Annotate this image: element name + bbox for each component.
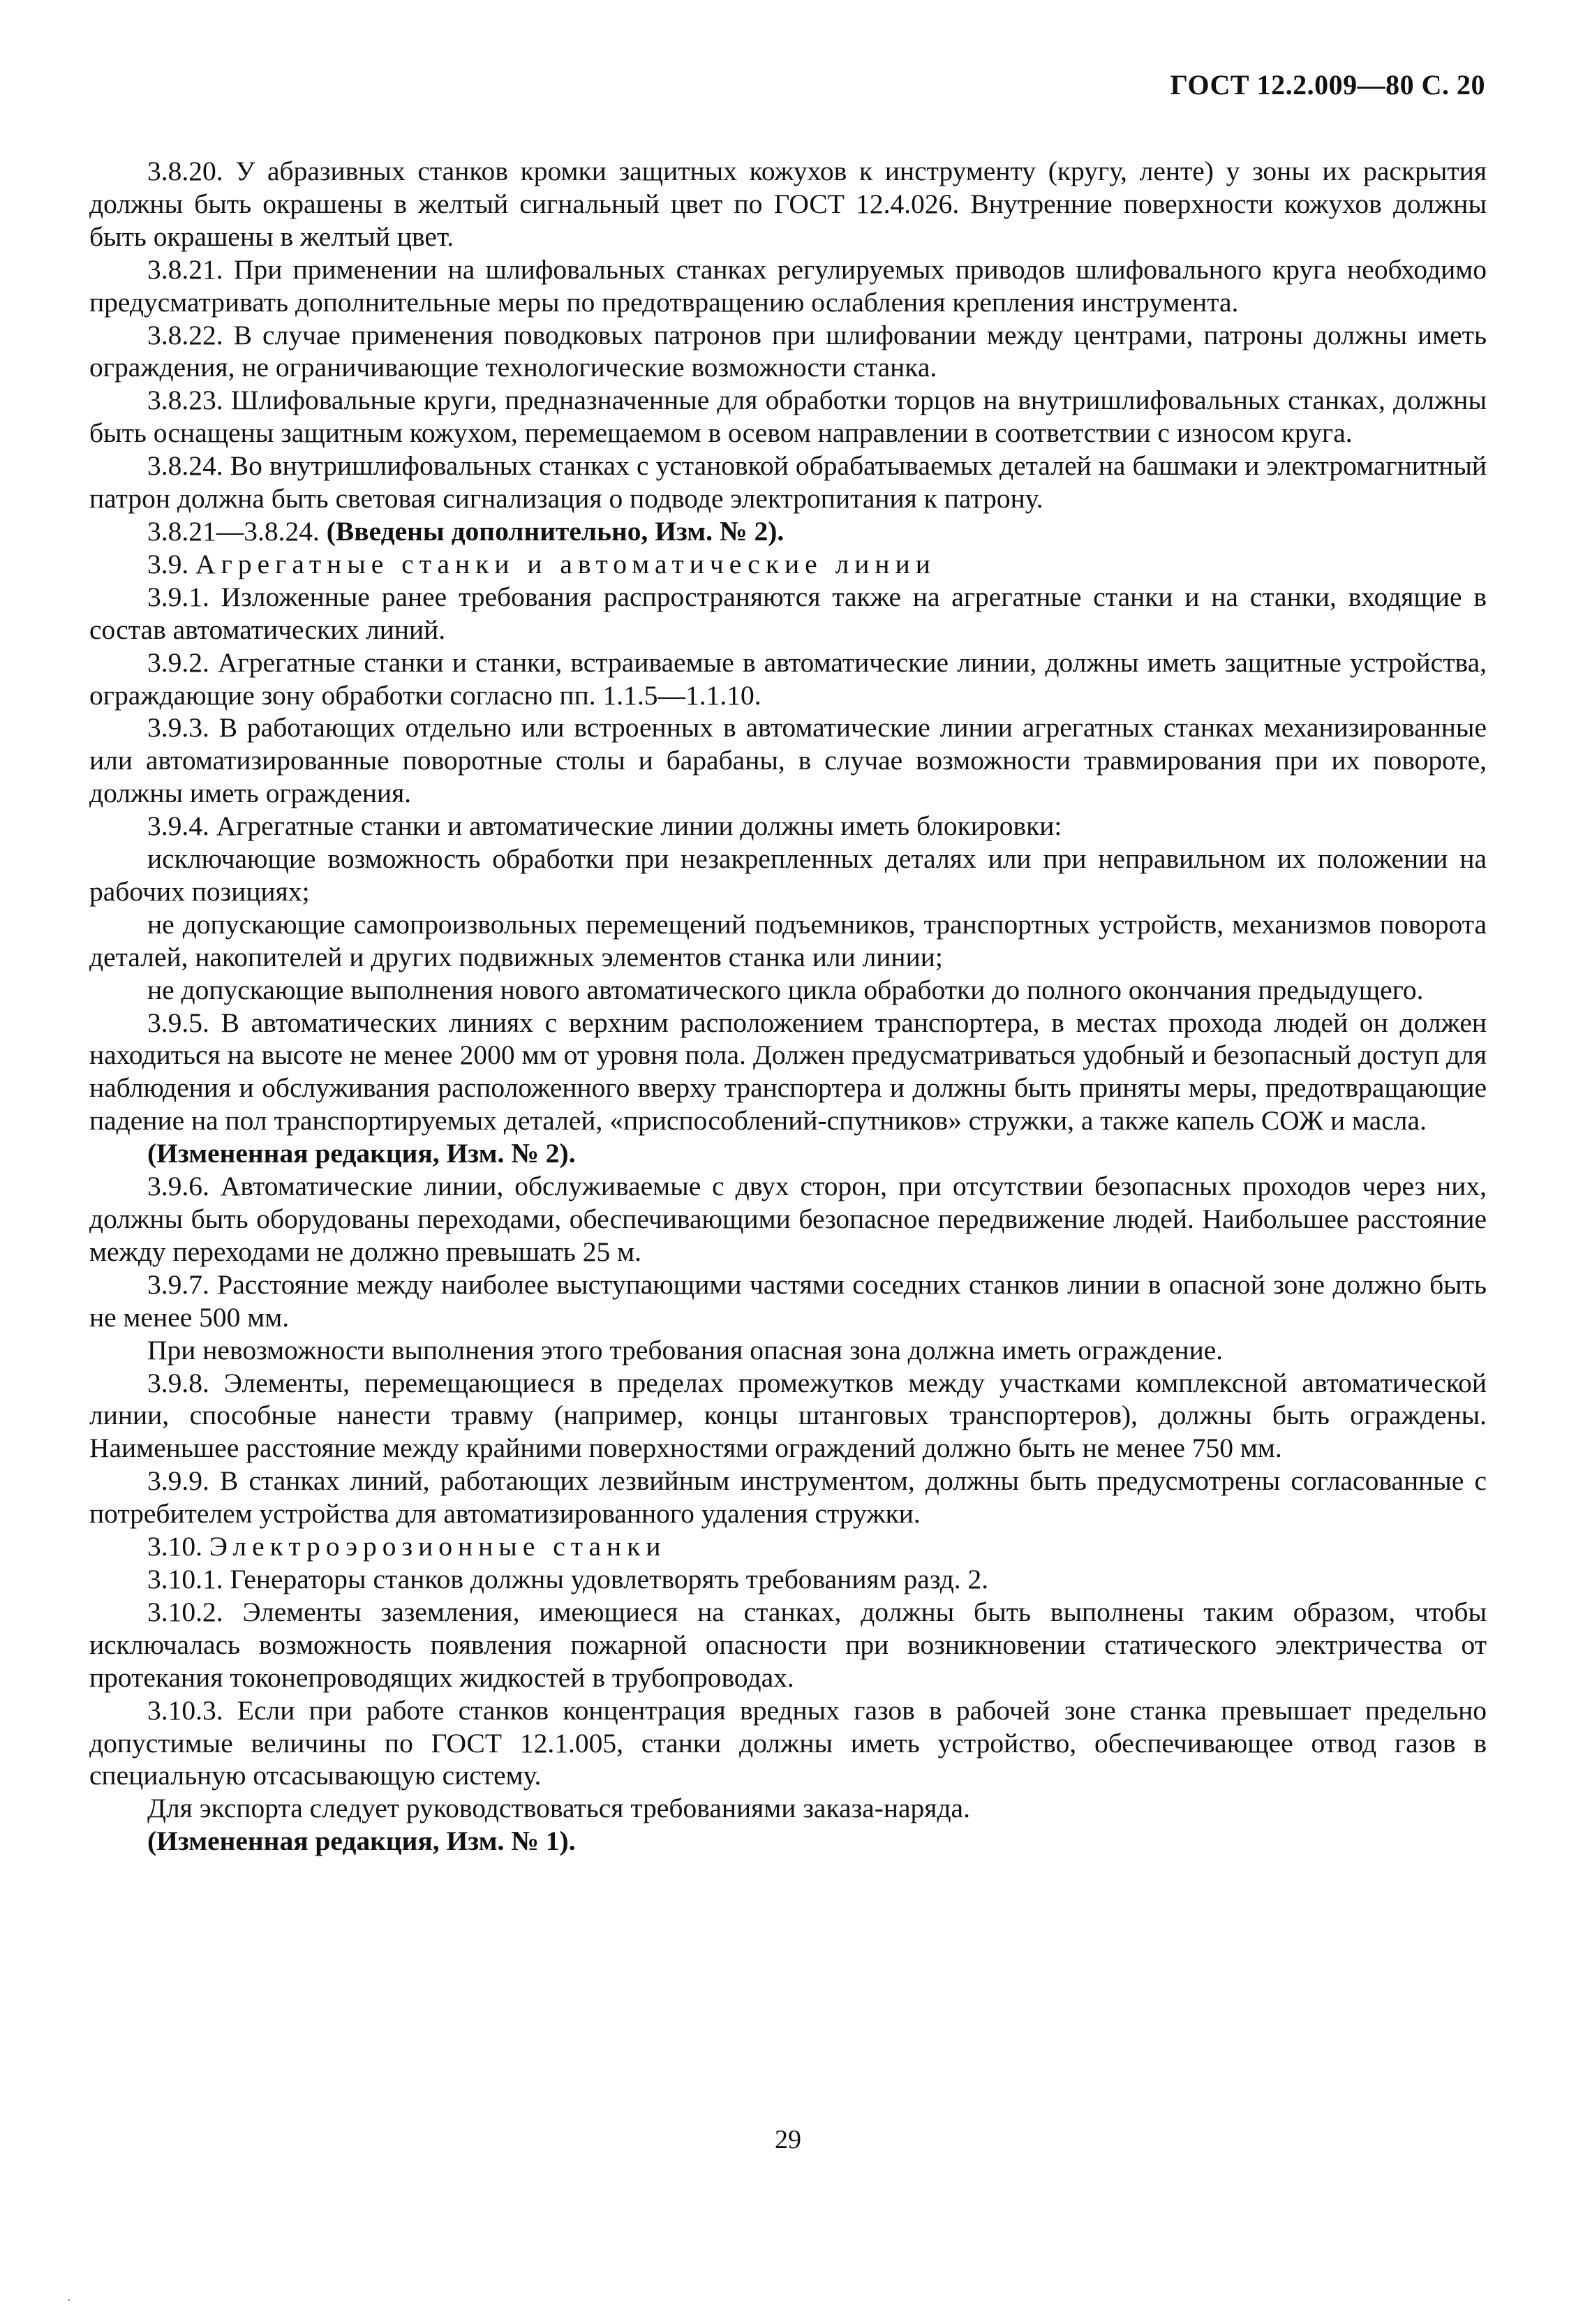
paragraph-3-9-7-note: При невозможности выполнения этого требования опасная зона должна иметь ограждение. bbox=[147, 1334, 1224, 1365]
amendment-note: (Измененная редакция, Изм. № 2). bbox=[147, 1138, 576, 1169]
paragraph-3-9-8: 3.9.8. Элементы, перемещающиеся в пределах промежутков между участками комплексной автоматической линии, способные нанести травму (например, концы штанговых транспортеров), должны быть ограждены. Наименьшее расстояние между крайними поверхностями ограждений должно быть не менее 750 мм. bbox=[89, 1367, 1487, 1464]
amendment-note-3-8 bbox=[89, 515, 1487, 548]
amendment-bold: (Введены дополнительно, Изм. № 2). bbox=[326, 515, 785, 547]
paragraph-3-9-3: 3.9.3. В работающих отдельно или встроенных в автоматические линии агрегатных станках механизированные или автоматизированные поворотные столы и барабаны, в случае возможности травмирования при их повороте, должны иметь ограждения. bbox=[89, 712, 1487, 809]
amendment-note: (Измененная редакция, Изм. № 1). bbox=[147, 1826, 576, 1857]
paragraph-3-9-2: 3.9.2. Агрегатные станки и станки, встраиваемые в автоматические линии, должны иметь защитные устройства, ограждающие зону обработки согласно пп. 1.1.5—1.1.10. bbox=[89, 646, 1487, 711]
paragraph-3-10-2: 3.10.2. Элементы заземления, имеющиеся на станках, должны быть выполнены таким образом, чтобы исключалась возможность появления пожарной опасности при возникновении статического электричества от протекания токонепроводящих жидкостей в трубопроводах. bbox=[89, 1596, 1487, 1693]
paragraph-3-8-20: 3.8.20. У абразивных станков кромки защитных кожухов к инструменту (кругу, ленте) у зоны их раскрытия должны быть окрашены в желтый сигнальный цвет по ГОСТ 12.4.026. Внутренние поверхности кожухов должны быть окрашены в желтый цвет. bbox=[89, 156, 1487, 252]
amendment-prefix: 3.8.21—3.8.24. bbox=[147, 515, 327, 547]
paragraph-3-8-21: 3.8.21. При применении на шлифовальных станках регулируемых приводов шлифовального круга необходимо предусматривать дополнительные меры по предотвращению ослабления крепления инструмента. bbox=[89, 253, 1487, 318]
list-item: исключающие возможность обработки при незакрепленных деталях или при неправильном их положении на рабочих позициях; bbox=[89, 843, 1487, 907]
section-heading-3-9 bbox=[89, 548, 1487, 581]
document-body bbox=[89, 155, 1487, 1858]
paragraph-3-10-1: 3.10.1. Генераторы станков должны удовлетворять требованиям разд. 2. bbox=[147, 1563, 989, 1594]
section-title: Агрегатные станки и автоматические линии bbox=[195, 548, 936, 579]
paragraph-3-8-24: 3.8.24. Во внутришлифовальных станках с установкой обрабатываемых деталей на башмаки и электромагнитный патрон должна быть световая сигнализация о подводе электропитания к патрону. bbox=[89, 450, 1487, 515]
paragraph-3-8-23: 3.8.23. Шлифовальные круги, предназначенные для обработки торцов на внутришлифовальных станках, должны быть оснащены защитным кожухом, перемещаемом в осевом направлении в соответствии с износом круга. bbox=[89, 385, 1487, 449]
paragraph-3-9-7: 3.9.7. Расстояние между наиболее выступающими частями соседних станков линии в опасной зоне должно быть не менее 500 мм. bbox=[89, 1268, 1487, 1333]
section-title: Электроэрозионные станки bbox=[209, 1531, 667, 1562]
section-heading-3-10 bbox=[89, 1530, 1487, 1563]
list-item: не допускающие выполнения нового автоматического цикла обработки до полного окончания предыдущего. bbox=[147, 974, 1424, 1005]
section-number: 3.9. bbox=[147, 548, 196, 579]
paragraph-3-9-4: 3.9.4. Агрегатные станки и автоматические линии должны иметь блокировки: bbox=[147, 811, 1062, 842]
page-header: ГОСТ 12.2.009—80 С. 20 bbox=[1170, 69, 1485, 101]
paragraph-3-9-6: 3.9.6. Автоматические линии, обслуживаемые с двух сторон, при отсутствии безопасных проходов через них, должны быть оборудованы переходами, обеспечивающими безопасное передвижение людей. Наибольшее расстояние между переходами не должно превышать 25 м. bbox=[89, 1171, 1487, 1267]
paragraph-3-10-3: 3.10.3. Если при работе станков концентрация вредных газов в рабочей зоне станка превышает предельно допустимые величины по ГОСТ 12.1.005, станки должны иметь устройство, обеспечивающее отвод газов в специальную отсасывающую систему. bbox=[89, 1694, 1487, 1791]
paragraph-3-8-22: 3.8.22. В случае применения поводковых патронов при шлифовании между центрами, патроны должны иметь ограждения, не ограничивающие технологические возможности станка. bbox=[89, 319, 1487, 383]
page-number: 29 bbox=[775, 2125, 801, 2154]
paragraph-3-9-1: 3.9.1. Изложенные ранее требования распространяются также на агрегатные станки и на станки, входящие в состав автоматических линий. bbox=[89, 581, 1487, 645]
paragraph-3-9-9: 3.9.9. В станках линий, работающих лезвийным инструментом, должны быть предусмотрены согласованные с потребителем устройства для автоматизированного удаления стружки. bbox=[89, 1465, 1487, 1530]
section-number: 3.10. bbox=[147, 1531, 209, 1562]
export-note: Для экспорта следует руководствоваться требованиями заказа-наряда. bbox=[147, 1793, 970, 1824]
scan-speck bbox=[68, 2299, 70, 2301]
list-item: не допускающие самопроизвольных перемещений подъемников, транспортных устройств, механизмов поворота деталей, накопителей и других подвижных элементов станка или линии; bbox=[89, 908, 1487, 972]
paragraph-3-9-5: 3.9.5. В автоматических линиях с верхним расположением транспортера, в местах прохода людей он должен находиться на высоте не менее 2000 мм от уровня пола. Должен предусматриваться удобный и безопасный доступ для наблюдения и обслуживания расположенного вверху транспортера и должны быть приняты меры, предотвращающие падение на пол транспортируемых деталей, «приспособлений-спутников» стружки, а также капель СОЖ и масла. bbox=[89, 1007, 1487, 1137]
